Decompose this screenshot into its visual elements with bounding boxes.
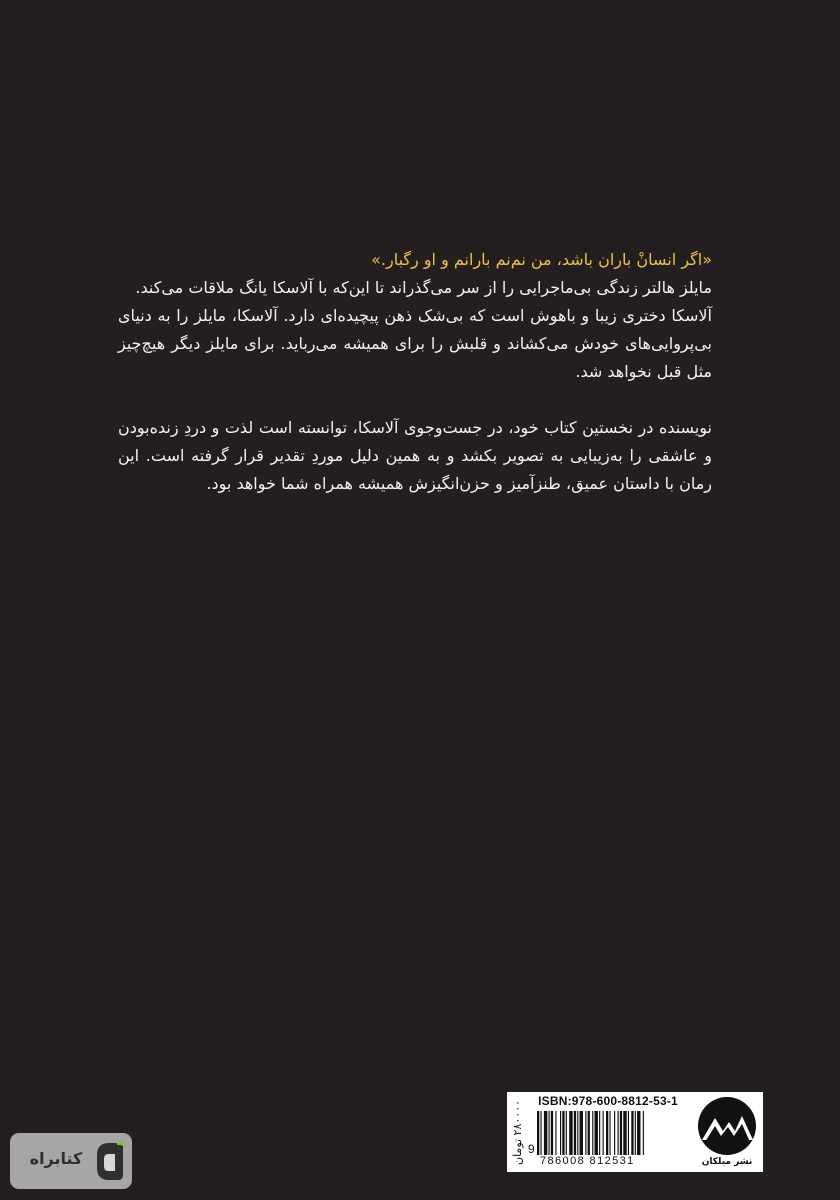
barcode-bars: [537, 1111, 687, 1155]
barcode-bar: [637, 1111, 640, 1155]
blurb-paragraph-3: نویسنده در نخستین کتاب خود، در جست‌وجوی آلاسکا، توانسته است لذت و دردِ زنده‌بودن و عاشقی را به‌زیبایی به تصویر بکشد و به همین دلیل موردِ تقدیر قرار گرفته است. این رمان با داستان عمیق، طنزآمیز و حزن‌انگیزش همیشه همراه شما خواهد بود.: [118, 418, 712, 493]
barcode-bar: [560, 1111, 561, 1155]
barcode-bar: [588, 1111, 590, 1155]
publisher-logo-icon: [695, 1096, 759, 1156]
barcode-bar: [585, 1111, 586, 1155]
barcode-bar: [537, 1111, 539, 1155]
barcode-bar: [580, 1111, 583, 1155]
barcode-bar: [620, 1111, 622, 1155]
isbn-label: ISBN:978-600-8812-53-1: [538, 1094, 678, 1108]
barcode-bar: [562, 1111, 564, 1155]
barcode-bar: [566, 1111, 567, 1155]
barcode-bar: [635, 1111, 636, 1155]
barcode-bar: [623, 1111, 626, 1155]
barcode-bar: [606, 1111, 608, 1155]
paragraph-gap: [118, 386, 712, 414]
barcode-bar: [544, 1111, 547, 1155]
cover-quote: «اگر انسانْ باران باشد، من نم‌نم بارانم و او رگبار.»: [371, 250, 712, 269]
barcode-bar: [569, 1111, 572, 1155]
barcode-bar: [643, 1111, 644, 1155]
barcode-bar: [551, 1111, 553, 1155]
barcode-bar: [592, 1111, 593, 1155]
barcode-bar: [614, 1111, 615, 1155]
barcode-bar: [595, 1111, 598, 1155]
blurb-paragraph-1: مایلز هالتر زندگی بی‌ماجرایی را از سر می‌گذراند تا این‌که با آلاسکا یانگ ملاقات می‌کند.: [135, 278, 712, 297]
barcode-bar: [574, 1111, 576, 1155]
ean-digits: 786008 812531: [540, 1155, 635, 1167]
watermark-logo-icon: [92, 1140, 126, 1182]
barcode-bar: [549, 1111, 550, 1155]
price-label: ۲۸۰۰۰۰ تومان: [511, 1099, 524, 1165]
barcode-bar: [628, 1111, 629, 1155]
barcode-bar: [609, 1111, 610, 1155]
back-cover-blurb: [118, 246, 712, 498]
barcode-bar: [618, 1111, 619, 1155]
barcode-bar: [577, 1111, 578, 1155]
barcode-bar: [603, 1111, 604, 1155]
barcode-bar: [540, 1111, 541, 1155]
blurb-paragraph-2: آلاسکا دختری زیبا و باهوش است که بی‌شک ذهن پیچیده‌ای دارد. آلاسکا، مایلز را به دنیای بی‌پروایی‌های خودش می‌کشاند و قلبش را برای همیشه می‌رباید. برای مایلز دیگر هیچ‌چیز مثل قبل نخواهد شد.: [118, 306, 712, 381]
barcode-bar: [599, 1111, 600, 1155]
publisher-name: نشر میلکان: [701, 1157, 753, 1167]
watermark-badge: [10, 1133, 132, 1189]
ean-first-digit: 9: [528, 1142, 535, 1156]
barcode-bar: [631, 1111, 633, 1155]
watermark-text: کتابراه: [29, 1149, 83, 1168]
barcode-bar: [555, 1111, 556, 1155]
